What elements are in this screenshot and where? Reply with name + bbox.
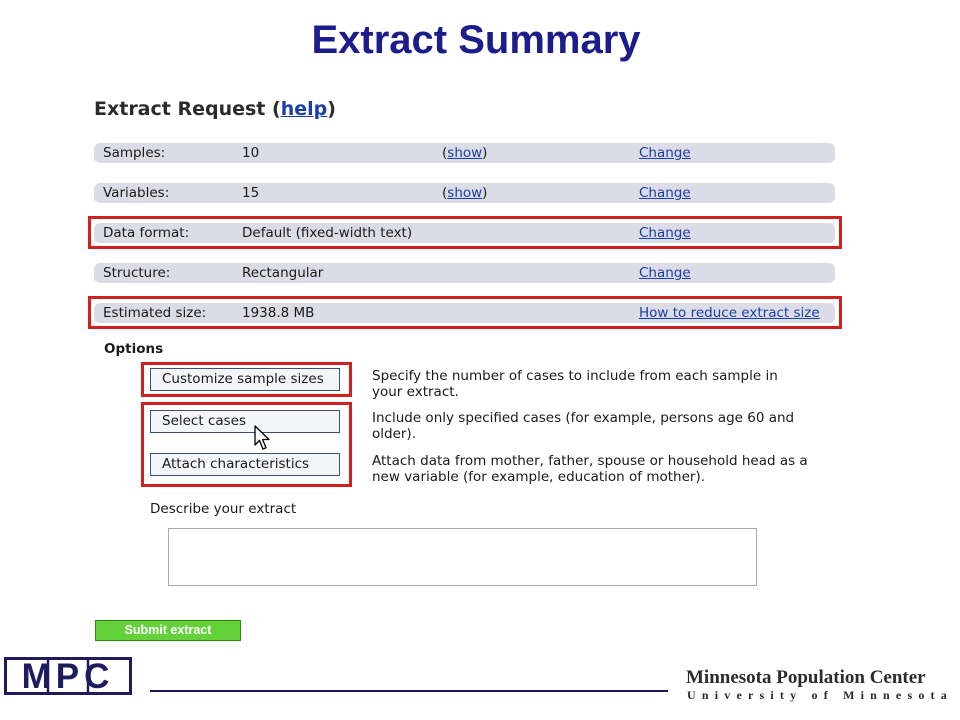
samples-label: Samples: [103, 145, 166, 161]
variables-value: 15 [242, 185, 260, 201]
row-estimated-size [94, 303, 835, 323]
row-data-format [94, 223, 835, 243]
logo-text: MPC [21, 657, 115, 695]
data-format-value: Default (fixed-width text) [242, 225, 413, 241]
structure-label: Structure: [103, 265, 171, 281]
mpc-logo [4, 657, 132, 695]
footer-divider [150, 690, 668, 692]
estimated-size-value: 1938.8 MB [242, 305, 315, 321]
row-samples [94, 143, 835, 163]
attach-characteristics-description: Attach data from mother, father, spouse or household head as a new variable (for example, education of mother). [372, 453, 808, 485]
extract-request-heading [94, 98, 336, 120]
structure-value: Rectangular [242, 265, 324, 281]
reduce-size-link[interactable]: How to reduce extract size [639, 305, 820, 321]
data-format-change-link[interactable]: Change [639, 225, 691, 241]
describe-extract-input[interactable] [168, 528, 757, 586]
describe-extract-label: Describe your extract [150, 501, 297, 517]
org-subtitle: University of Minnesota [687, 688, 953, 702]
select-cases-button[interactable]: Select cases [150, 410, 340, 433]
samples-change-link[interactable]: Change [639, 145, 691, 161]
help-link[interactable]: help [280, 98, 328, 120]
attach-characteristics-button[interactable]: Attach characteristics [150, 453, 340, 476]
variables-change-link[interactable]: Change [639, 185, 691, 201]
slide-title: Extract Summary [311, 18, 641, 62]
customize-sample-sizes-button[interactable]: Customize sample sizes [150, 368, 340, 391]
samples-value: 10 [242, 145, 260, 161]
customize-sample-sizes-description: Specify the number of cases to include from each sample in your extract. [372, 368, 778, 400]
samples-show: (show) [442, 145, 488, 161]
row-variables [94, 183, 835, 203]
heading-suffix: ) [327, 98, 336, 120]
org-name: Minnesota Population Center [686, 667, 926, 688]
estimated-size-label: Estimated size: [103, 305, 207, 321]
variables-show-link[interactable]: show [447, 185, 483, 201]
select-cases-description: Include only specified cases (for example, persons age 60 and older). [372, 410, 795, 442]
variables-label: Variables: [103, 185, 170, 201]
samples-show-link[interactable]: show [447, 145, 483, 161]
submit-extract-button[interactable]: Submit extract [95, 620, 241, 641]
options-title: Options [104, 341, 164, 357]
heading-prefix: Extract Request ( [94, 98, 281, 120]
mouse-cursor-icon [254, 425, 272, 451]
structure-change-link[interactable]: Change [639, 265, 691, 281]
row-structure [94, 263, 835, 283]
variables-show: (show) [442, 185, 488, 201]
data-format-label: Data format: [103, 225, 190, 241]
